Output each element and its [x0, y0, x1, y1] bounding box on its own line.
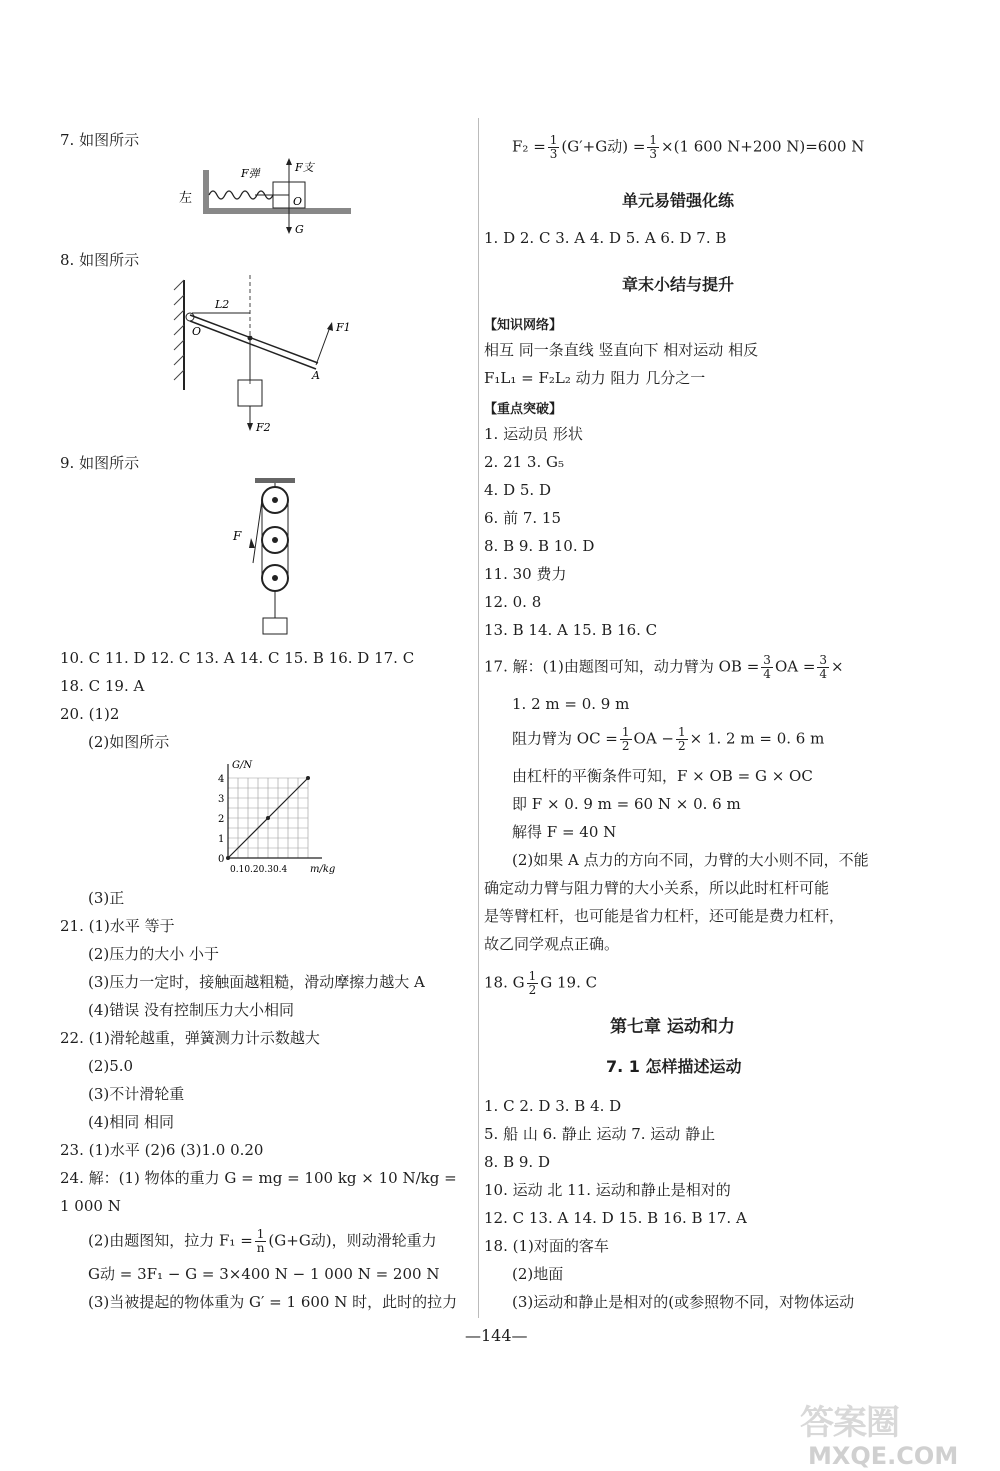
- q17-line-8: 确定动力臂与阻力臂的大小关系，所以此时杠杆可能: [484, 879, 830, 897]
- y-tick-label: 3: [218, 794, 225, 805]
- q22-2: (2)5.0: [88, 1057, 134, 1075]
- figure-7-spring-block: [175, 155, 355, 235]
- key-ans-6: 11. 30 费力: [484, 565, 567, 583]
- key-ans-5: 8. B 9. B 10. D: [484, 537, 595, 555]
- key-ans-8: 13. B 14. A 15. B 16. C: [484, 621, 658, 639]
- unit-practice-answers: 1. D 2. C 3. A 4. D 5. A 6. D 7. B: [484, 229, 727, 247]
- q22-3: (3)不计滑轮重: [88, 1085, 185, 1103]
- fig7-spring-force: F弹: [241, 167, 260, 180]
- q17-line-2: 1. 2 m = 0. 9 m: [512, 695, 630, 713]
- fig8-point-o: O: [192, 325, 202, 338]
- y-tick-label: 0: [218, 854, 225, 865]
- s-ans-3: 8. B 9. D: [484, 1153, 550, 1171]
- data-point: [266, 816, 270, 820]
- y-tick-label: 1: [218, 834, 225, 845]
- fraction-1-2-b: $\frac{1}{2}$: [678, 725, 686, 753]
- q17-line-9: 是等臂杠杆，也可能是省力杠杆，还可能是费力杠杆，: [484, 907, 845, 925]
- knowledge-line-2: F₁L₁ = F₂L₂ 动力 阻力 几分之一: [484, 369, 706, 387]
- q24-4: G动 = 3F₁ − G = 3×400 N − 1 000 N = 200 N: [88, 1265, 440, 1283]
- q24-3: [88, 1228, 437, 1255]
- q9-label: 9. 如图所示: [60, 454, 140, 472]
- fig7-gravity: G: [295, 223, 304, 235]
- data-point: [306, 776, 310, 780]
- fig8-arm-l2: L2: [215, 298, 230, 311]
- q20-2: (2)如图所示: [88, 733, 170, 751]
- fig8-force-f1: F1: [336, 321, 351, 334]
- s-ans-6: 18. (1)对面的客车: [484, 1237, 609, 1255]
- s-ans-2: 5. 船 山 6. 静止 运动 7. 运动 静止: [484, 1125, 716, 1143]
- page-number: —144—: [465, 1326, 528, 1345]
- q21-3: (3)压力一定时，接触面越粗糙，滑动摩擦力越大 A: [88, 973, 425, 991]
- q17-line-1: 17. 解：(1)由题图可知，动力臂为 OB = $\frac{3}{4}$ OA = $\frac{3}{4}$ ×: [484, 653, 844, 681]
- fraction-1-3-b: $\frac{1}{3}$: [649, 133, 658, 161]
- q17-line-6: 解得 F = 40 N: [512, 823, 617, 841]
- s-ans-5: 12. C 13. A 14. D 15. B 16. B 17. A: [484, 1209, 747, 1227]
- column-divider: [478, 118, 479, 1318]
- q24-3-text-b: (G+G动)，则动滑轮重力: [268, 1231, 437, 1250]
- figure-9-pulley: [225, 478, 305, 638]
- fraction-3-4-a: $\frac{3}{4}$: [763, 653, 771, 681]
- q17-line-4: 由杠杆的平衡条件可知，F × OB = G × OC: [512, 767, 813, 785]
- q24-2: 1 000 N: [60, 1197, 121, 1215]
- graph-g-vs-m: [210, 758, 340, 878]
- fig9-force-f: F: [233, 529, 242, 543]
- ans-10-17: 10. C 11. D 12. C 13. A 14. C 15. B 16. D 17. C: [60, 649, 415, 667]
- s-ans-1: 1. C 2. D 3. B 4. D: [484, 1097, 622, 1115]
- section-title-chapter-summary: 章末小结与提升: [622, 275, 735, 294]
- q21-4: (4)错误 没有控制压力大小相同: [88, 1001, 295, 1019]
- fraction-1-2-c: $\frac{1}{2}$: [528, 969, 537, 997]
- fig7-point-o: O: [293, 195, 303, 208]
- fig7-side-label: 左: [179, 191, 193, 206]
- tag-knowledge-network: 【知识网络】: [484, 318, 563, 333]
- fraction-1-2-a: $\frac{1}{2}$: [621, 725, 630, 753]
- graph-xticks: 0.10.20.30.4: [230, 865, 288, 875]
- q22-4: (4)相同 相同: [88, 1113, 175, 1131]
- q24-1: 24. 解：(1) 物体的重力 G = mg = 100 kg × 10 N/kg =: [60, 1169, 457, 1187]
- q17-line-10: 故乙同学观点正确。: [484, 935, 620, 953]
- key-ans-2: 2. 21 3. G₅: [484, 453, 565, 471]
- q24-5: (3)当被提起的物体重为 G′ = 1 600 N 时，此时的拉力: [88, 1293, 458, 1311]
- section-title-unit-practice: 单元易错强化练: [622, 191, 735, 210]
- watermark-logo: 答案圈: [800, 1403, 899, 1443]
- s-ans-8: (3)运动和静止是相对的(或参照物不同，对物体运动: [512, 1293, 855, 1311]
- chapter-title: 第七章 运动和力: [610, 1017, 735, 1037]
- knowledge-line-1: 相互 同一条直线 竖直向下 相对运动 相反: [484, 341, 759, 359]
- y-tick-label: 4: [218, 774, 225, 785]
- s-ans-4: 10. 运动 北 11. 运动和静止是相对的: [484, 1181, 731, 1199]
- key-ans-4: 6. 前 7. 15: [484, 509, 562, 527]
- ans-18-19: 18. C 19. A: [60, 677, 145, 695]
- y-tick-label: 2: [218, 814, 225, 825]
- graph-ylabel: G/N: [232, 760, 253, 771]
- fraction-1-over-n: $\frac{1}{n}$: [256, 1227, 265, 1255]
- fig7-support-force: F支: [295, 161, 314, 174]
- key-ans-1: 1. 运动员 形状: [484, 425, 583, 443]
- graph-xlabel: m/kg: [310, 864, 336, 875]
- q20-3: (3)正: [88, 889, 125, 907]
- key-ans-7: 12. 0. 8: [484, 593, 542, 611]
- watermark-url: MXQE.COM: [808, 1442, 959, 1470]
- figure-8-lever: [170, 275, 370, 435]
- s-ans-7: (2)地面: [512, 1265, 564, 1283]
- q23: 23. (1)水平 (2)6 (3)1.0 0.20: [60, 1141, 264, 1159]
- fig8-point-a: A: [312, 369, 320, 382]
- fraction-3-4-b: $\frac{3}{4}$: [819, 653, 828, 681]
- fig8-force-f2: F2: [256, 421, 271, 434]
- q21-1: 21. (1)水平 等于: [60, 917, 175, 935]
- q21-2: (2)压力的大小 小于: [88, 945, 220, 963]
- q17-line-5: 即 F × 0. 9 m = 60 N × 0. 6 m: [512, 795, 741, 813]
- q8-label: 8. 如图所示: [60, 251, 140, 269]
- section-title-7-1: 7. 1 怎样描述运动: [606, 1057, 742, 1076]
- key-ans-3: 4. D 5. D: [484, 481, 551, 499]
- q17-line-7: (2)如果 A 点力的方向不同，力臂的大小则不同，不能: [512, 851, 869, 869]
- q20-1: 20. (1)2: [60, 705, 120, 723]
- q24-3-text-a: (2)由题图知，拉力 F₁ =: [88, 1231, 253, 1250]
- fraction-1-3-a: $\frac{1}{3}$: [549, 133, 558, 161]
- tag-key-points: 【重点突破】: [484, 402, 563, 417]
- q17-line-3: 阻力臂为 OC = $\frac{1}{2}$ OA − $\frac{1}{2}$ × 1. 2 m = 0. 6 m: [512, 725, 825, 753]
- q18-19: 18. G $\frac{1}{2}$ G 19. C: [484, 969, 598, 997]
- data-point: [226, 856, 230, 860]
- q7-label: 7. 如图所示: [60, 131, 140, 149]
- f2-equation: F₂ = $\frac{1}{3}$ (G′+G动) = $\frac{1}{3}$ ×(1 600 N+200 N)=600 N: [512, 133, 865, 161]
- q22-1: 22. (1)滑轮越重，弹簧测力计示数越大: [60, 1029, 320, 1047]
